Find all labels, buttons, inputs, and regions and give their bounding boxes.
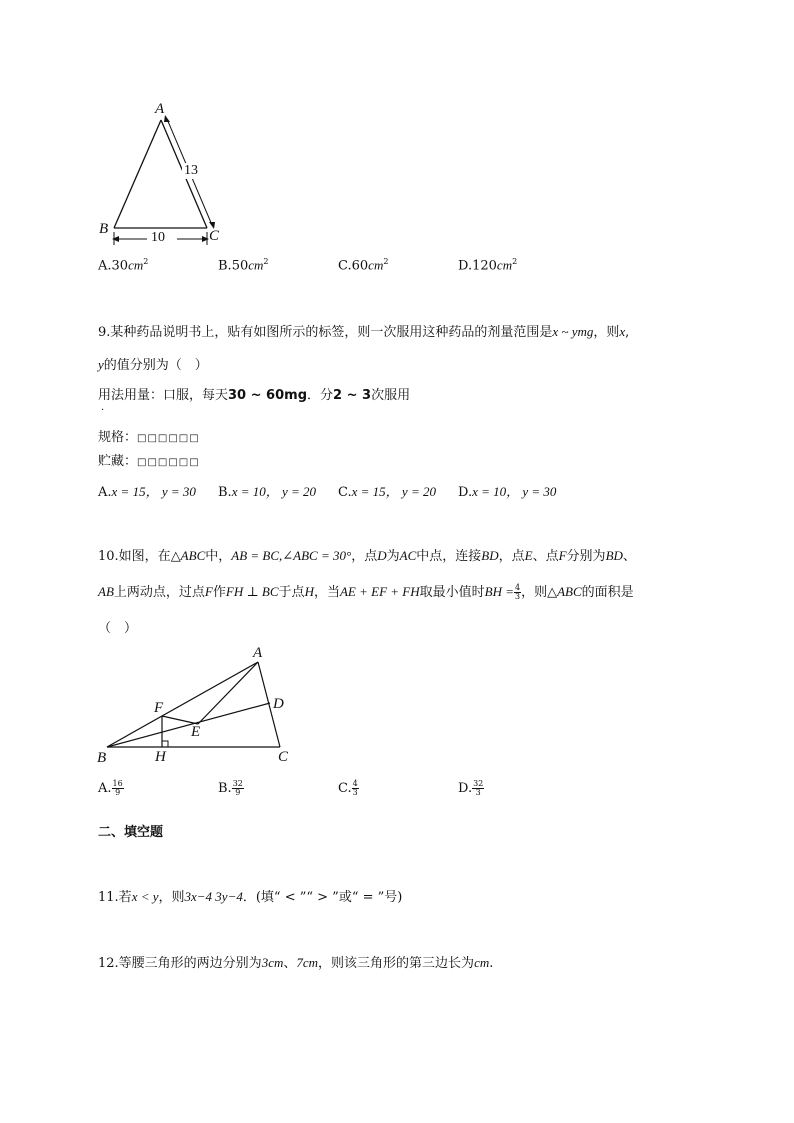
option-letter: D. bbox=[458, 781, 473, 796]
q11-question bbox=[98, 886, 402, 905]
fig2-point-f: F bbox=[154, 700, 164, 716]
q9-label-spec bbox=[98, 426, 200, 445]
q11-text: ，则 bbox=[158, 890, 185, 905]
option-value: 120 bbox=[472, 258, 497, 274]
option-letter: A. bbox=[98, 485, 112, 500]
q9-option-c bbox=[338, 481, 436, 500]
option-fraction bbox=[352, 780, 359, 797]
fraction-numerator: 4 bbox=[514, 583, 521, 592]
option-text: x = 15， y = 30 bbox=[111, 484, 196, 499]
q10-math: AB bbox=[98, 584, 114, 599]
q10-text: 作 bbox=[212, 585, 226, 600]
q10-text: ，则 bbox=[521, 585, 548, 600]
storage-value: □□□□□□ bbox=[137, 457, 200, 468]
fraction-denominator: 3 bbox=[475, 788, 481, 797]
option-unit: cm bbox=[248, 257, 264, 273]
spec-value: □□□□□□ bbox=[137, 433, 200, 444]
q11-text: 11.若 bbox=[98, 890, 132, 905]
q12-math: 3cm bbox=[261, 955, 284, 970]
q9-label-storage bbox=[98, 450, 200, 469]
label-text: 次服用 bbox=[371, 388, 411, 403]
fig1-vertex-b: B bbox=[99, 221, 109, 237]
fraction-denominator: 3 bbox=[352, 788, 358, 797]
q9-text: 的值分别为（ ） bbox=[103, 358, 208, 373]
option-unit: cm bbox=[128, 257, 144, 273]
fig1-vertex-a: A bbox=[155, 101, 165, 117]
q10-question-line2 bbox=[98, 581, 634, 601]
q10-math: F bbox=[204, 584, 213, 599]
q10-math: BD bbox=[481, 548, 499, 563]
option-value: 50 bbox=[231, 258, 249, 274]
label-text: ．分 bbox=[307, 388, 334, 403]
q10-math: △ABC bbox=[547, 584, 582, 599]
q10-option-d bbox=[458, 780, 484, 797]
fraction-numerator: 32 bbox=[232, 779, 243, 788]
section-heading-fill-in: 二、填空题 bbox=[98, 825, 164, 840]
q9-option-a bbox=[98, 481, 196, 500]
q9-option-d bbox=[458, 481, 556, 500]
q8-option-d bbox=[458, 257, 517, 273]
option-fraction bbox=[232, 780, 244, 797]
fig2-vertex-a: A bbox=[253, 645, 263, 661]
label-times: 2 ~ 3 bbox=[333, 388, 372, 403]
q8-option-a bbox=[98, 257, 148, 273]
q12-math: cm bbox=[474, 955, 490, 970]
q11-text: ．(填“ < ”“ > ”或“ = ”号) bbox=[242, 890, 403, 905]
q12-text: 、 bbox=[283, 956, 297, 971]
q10-math: BD bbox=[605, 548, 623, 563]
fraction-denominator: 9 bbox=[235, 788, 241, 797]
option-letter: C. bbox=[338, 258, 352, 274]
q10-math: AC bbox=[399, 548, 417, 563]
q9-math-y: y bbox=[98, 357, 104, 372]
q11-math: 3x−4 3y−4 bbox=[184, 889, 243, 904]
q10-text: 中， bbox=[205, 549, 232, 564]
storage-label: 贮藏： bbox=[98, 454, 138, 469]
q10-text: 上两动点，过点 bbox=[113, 585, 205, 600]
q10-math: D bbox=[377, 548, 387, 563]
q9-text: , bbox=[625, 325, 630, 340]
q10-text: 分别为 bbox=[566, 549, 606, 564]
q10-text: 取最小值时 bbox=[419, 585, 485, 600]
q9-label-dot: . bbox=[101, 402, 105, 413]
option-letter: D. bbox=[458, 485, 473, 500]
q10-math: F bbox=[558, 548, 567, 563]
q9-math-range: x ~ ymg bbox=[552, 324, 594, 339]
option-fraction bbox=[112, 780, 124, 797]
q10-answer-brackets: （ ） bbox=[98, 621, 138, 636]
option-exponent: 2 bbox=[512, 257, 518, 266]
option-unit: cm bbox=[496, 257, 513, 273]
fraction-numerator: 32 bbox=[473, 779, 484, 788]
q10-text: ，点 bbox=[498, 549, 525, 564]
option-text: x = 15， y = 20 bbox=[351, 484, 436, 499]
q10-math: AE + EF + FH bbox=[339, 584, 420, 599]
q10-math: E bbox=[524, 548, 533, 563]
option-unit: cm bbox=[368, 257, 384, 273]
option-letter: D. bbox=[458, 258, 473, 274]
q10-option-a bbox=[98, 780, 124, 797]
option-exponent: 2 bbox=[143, 257, 149, 266]
fig2-point-d: D bbox=[273, 696, 284, 712]
triangle-figure-1 bbox=[90, 95, 250, 255]
q9-question-line2 bbox=[98, 354, 208, 373]
label-text: 用法用量：口服，每天 bbox=[98, 388, 229, 403]
q10-text: ，点 bbox=[351, 549, 378, 564]
option-exponent: 2 bbox=[263, 257, 269, 266]
option-letter: B. bbox=[218, 485, 232, 500]
q10-math: H bbox=[304, 584, 314, 599]
q11-math: x < y bbox=[131, 889, 159, 904]
option-value: 30 bbox=[111, 258, 129, 274]
option-letter: C. bbox=[338, 485, 352, 500]
option-letter: A. bbox=[98, 258, 112, 274]
q10-text: 、 bbox=[622, 549, 636, 564]
q10-question-line1 bbox=[98, 545, 636, 564]
q12-text: ，则该三角形的第三边长为 bbox=[318, 956, 475, 971]
option-letter: B. bbox=[218, 258, 232, 274]
spec-label: 规格： bbox=[98, 430, 138, 445]
q9-option-b bbox=[218, 481, 316, 500]
fig2-point-h: H bbox=[155, 749, 166, 765]
q10-text: 中点，连接 bbox=[416, 549, 482, 564]
fraction-numerator: 16 bbox=[112, 779, 123, 788]
option-fraction bbox=[472, 780, 484, 797]
option-letter: C. bbox=[338, 781, 352, 796]
q12-text: 12.等腰三角形的两边分别为 bbox=[98, 956, 262, 971]
q10-text: 10.如图，在 bbox=[98, 549, 171, 564]
label-dose: 30 ~ 60mg bbox=[228, 388, 307, 403]
option-text: x = 10， y = 30 bbox=[472, 484, 557, 499]
option-exponent: 2 bbox=[383, 257, 389, 266]
fig1-vertex-c: C bbox=[209, 228, 220, 244]
q8-option-b bbox=[218, 257, 269, 273]
fig2-point-e: E bbox=[191, 724, 201, 740]
q8-option-c bbox=[338, 257, 388, 273]
q10-text: 的面积是 bbox=[581, 585, 634, 600]
option-letter: B. bbox=[218, 781, 232, 796]
q9-text: ，则 bbox=[593, 325, 620, 340]
q12-question bbox=[98, 952, 493, 971]
q9-label-usage bbox=[98, 384, 410, 403]
q12-math: 7cm bbox=[296, 955, 319, 970]
q10-option-c bbox=[338, 780, 359, 797]
fig2-vertex-c: C bbox=[278, 749, 289, 765]
q10-text: 为 bbox=[386, 549, 400, 564]
q10-text: ，当 bbox=[313, 585, 340, 600]
q10-math: AB = BC,∠ABC = 30° bbox=[231, 548, 352, 563]
option-value: 60 bbox=[351, 258, 369, 274]
fraction-numerator: 4 bbox=[352, 779, 358, 788]
q10-option-b bbox=[218, 780, 244, 797]
option-letter: A. bbox=[98, 781, 112, 796]
q9-question-line1 bbox=[98, 321, 629, 340]
q9-text: 9.某种药品说明书上，贴有如图所示的标签，则一次服用这种药品的剂量范围是 bbox=[98, 325, 553, 340]
q10-math: △ABC bbox=[170, 548, 206, 563]
q10-math: BH = bbox=[484, 584, 514, 599]
fig1-side-ac: 13 bbox=[184, 163, 198, 178]
q10-text: 于点 bbox=[278, 585, 305, 600]
fig2-vertex-b: B bbox=[97, 750, 107, 766]
fig1-side-bc: 10 bbox=[151, 230, 165, 245]
q10-text: 、点 bbox=[532, 549, 559, 564]
q12-text: . bbox=[489, 956, 494, 971]
fraction-denominator: 3 bbox=[514, 592, 521, 601]
fraction-denominator: 9 bbox=[115, 788, 121, 797]
option-text: x = 10， y = 20 bbox=[231, 484, 317, 499]
q9-math-x: x bbox=[619, 324, 626, 339]
bh-fraction bbox=[514, 584, 521, 601]
q10-math: FH ⊥ BC bbox=[225, 584, 279, 599]
